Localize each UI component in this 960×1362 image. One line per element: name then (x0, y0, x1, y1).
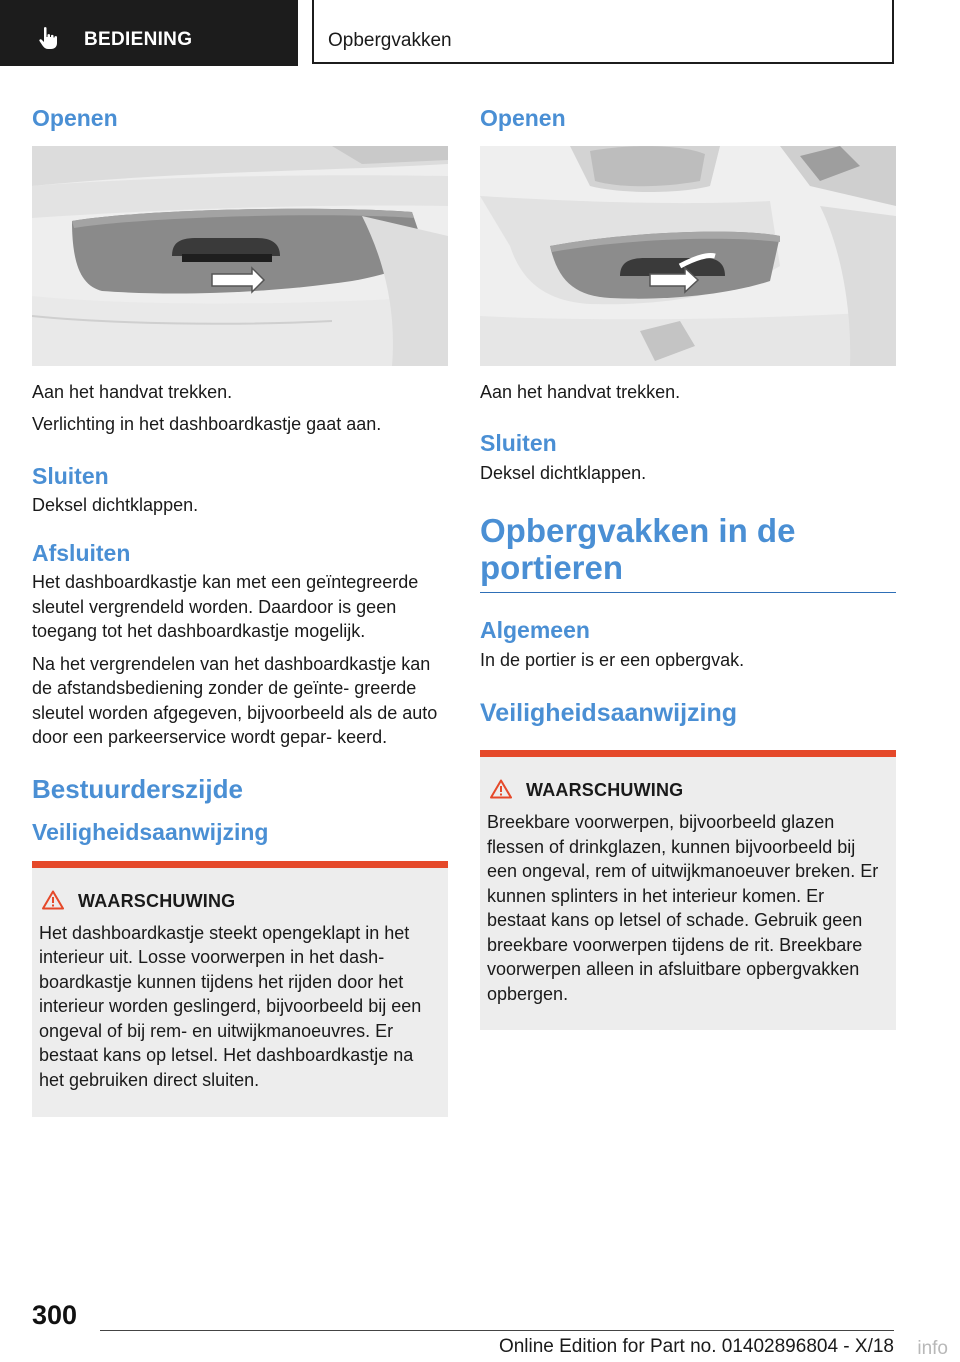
heading-opbergvakken-portieren: Opbergvakken in de portieren (480, 512, 796, 587)
text-aan-handvat: Aan het handvat trekken. (32, 381, 233, 402)
warning-bar-right (480, 750, 896, 757)
warning-box-left (32, 861, 448, 1117)
warning-text-right: Breekbare voorwerpen, bijvoorbeeld glazen flessen of drinkglazen, kunnen bijvoorbeeld bij een ongeval, rem of uitwijkmanoeuver breken. Er kunnen splinters in het interieur komen. Er bestaat kans op letsel of schade. Gebruik geen breekbare voorwerpen tijdens de rit. Breekbare voorwerpen alleen in afsluitbare opbergvakken opbergen. (487, 812, 879, 1004)
heading-veiligheid-left: Veiligheidsaanwijzing (32, 818, 269, 845)
hand-pointer-icon (38, 26, 60, 50)
glovebox-photo-left (32, 146, 448, 366)
text-deksel-right: Deksel dichtklappen. (480, 462, 647, 483)
heading-underline (480, 592, 896, 593)
warning-title-right: WAARSCHUWING (526, 780, 684, 801)
section-title: BEDIENING (84, 29, 193, 50)
footer-rule (100, 1330, 894, 1331)
text-aan-handvat-right: Aan het handvat trekken. (480, 381, 681, 402)
warning-text-left: Het dashboardkastje steekt opengeklapt in het interieur uit. Losse voorwerpen in het dash- boardkastje kunnen tijdens het rijden door het interieur worden geslingerd, bijvoorbeeld bij een ongeval of bij rem- en uitwijkmanoeuvres. Er bestaat kans op letsel. Het dashboardkastje na het gebruiken direct sluiten. (39, 922, 422, 1090)
glovebox-photo-right (480, 146, 896, 366)
text-algemeen: In de portier is er een opbergvak. (480, 649, 745, 670)
heading-afsluiten: Afsluiten (32, 539, 131, 566)
footer-edition: Online Edition for Part no. 01402896804 - X/18 (498, 1336, 894, 1357)
heading-openen-right: Openen (480, 105, 566, 131)
heading-veiligheid-right: Veiligheidsaanwijzing (480, 699, 738, 728)
heading-sluiten: Sluiten (32, 462, 109, 489)
warning-title: WAARSCHUWING (78, 890, 236, 911)
text-deksel: Deksel dichtklappen. (32, 495, 199, 516)
warning-box-right (480, 750, 896, 1030)
warning-triangle-icon (42, 890, 64, 910)
text-afsluiten-2: Na het vergrendelen van het dashboardkastje kan de afstandsbediening zonder de geïnte- greerde sleutel worden afgegeven, bijvoorbeeld als de auto door een parkeerservice wordt gepar- keerd. (32, 653, 438, 748)
watermark-text: info (917, 1338, 948, 1359)
warning-triangle-icon (490, 779, 512, 799)
chapter-title: Opbergvakken (328, 30, 452, 51)
heading-algemeen: Algemeen (480, 617, 590, 644)
left-column (32, 96, 448, 1117)
heading-bestuurderszijde: Bestuurderszijde (32, 773, 243, 804)
heading-sluiten-right: Sluiten (480, 430, 557, 457)
header-section-tab (0, 0, 298, 66)
text-afsluiten-1: Het dashboardkastje kan met een geïntegreerde sleutel vergrendeld worden. Daardoor is geen toegang tot het dashboardkastje mogelijk. (32, 572, 419, 642)
heading-openen: Openen (32, 105, 118, 131)
warning-bar (32, 861, 448, 868)
text-verlichting: Verlichting in het dashboardkastje gaat aan. (32, 414, 382, 435)
header-chapter-box (312, 0, 894, 64)
right-column (480, 96, 896, 1030)
page-number: 300 (32, 1300, 78, 1330)
